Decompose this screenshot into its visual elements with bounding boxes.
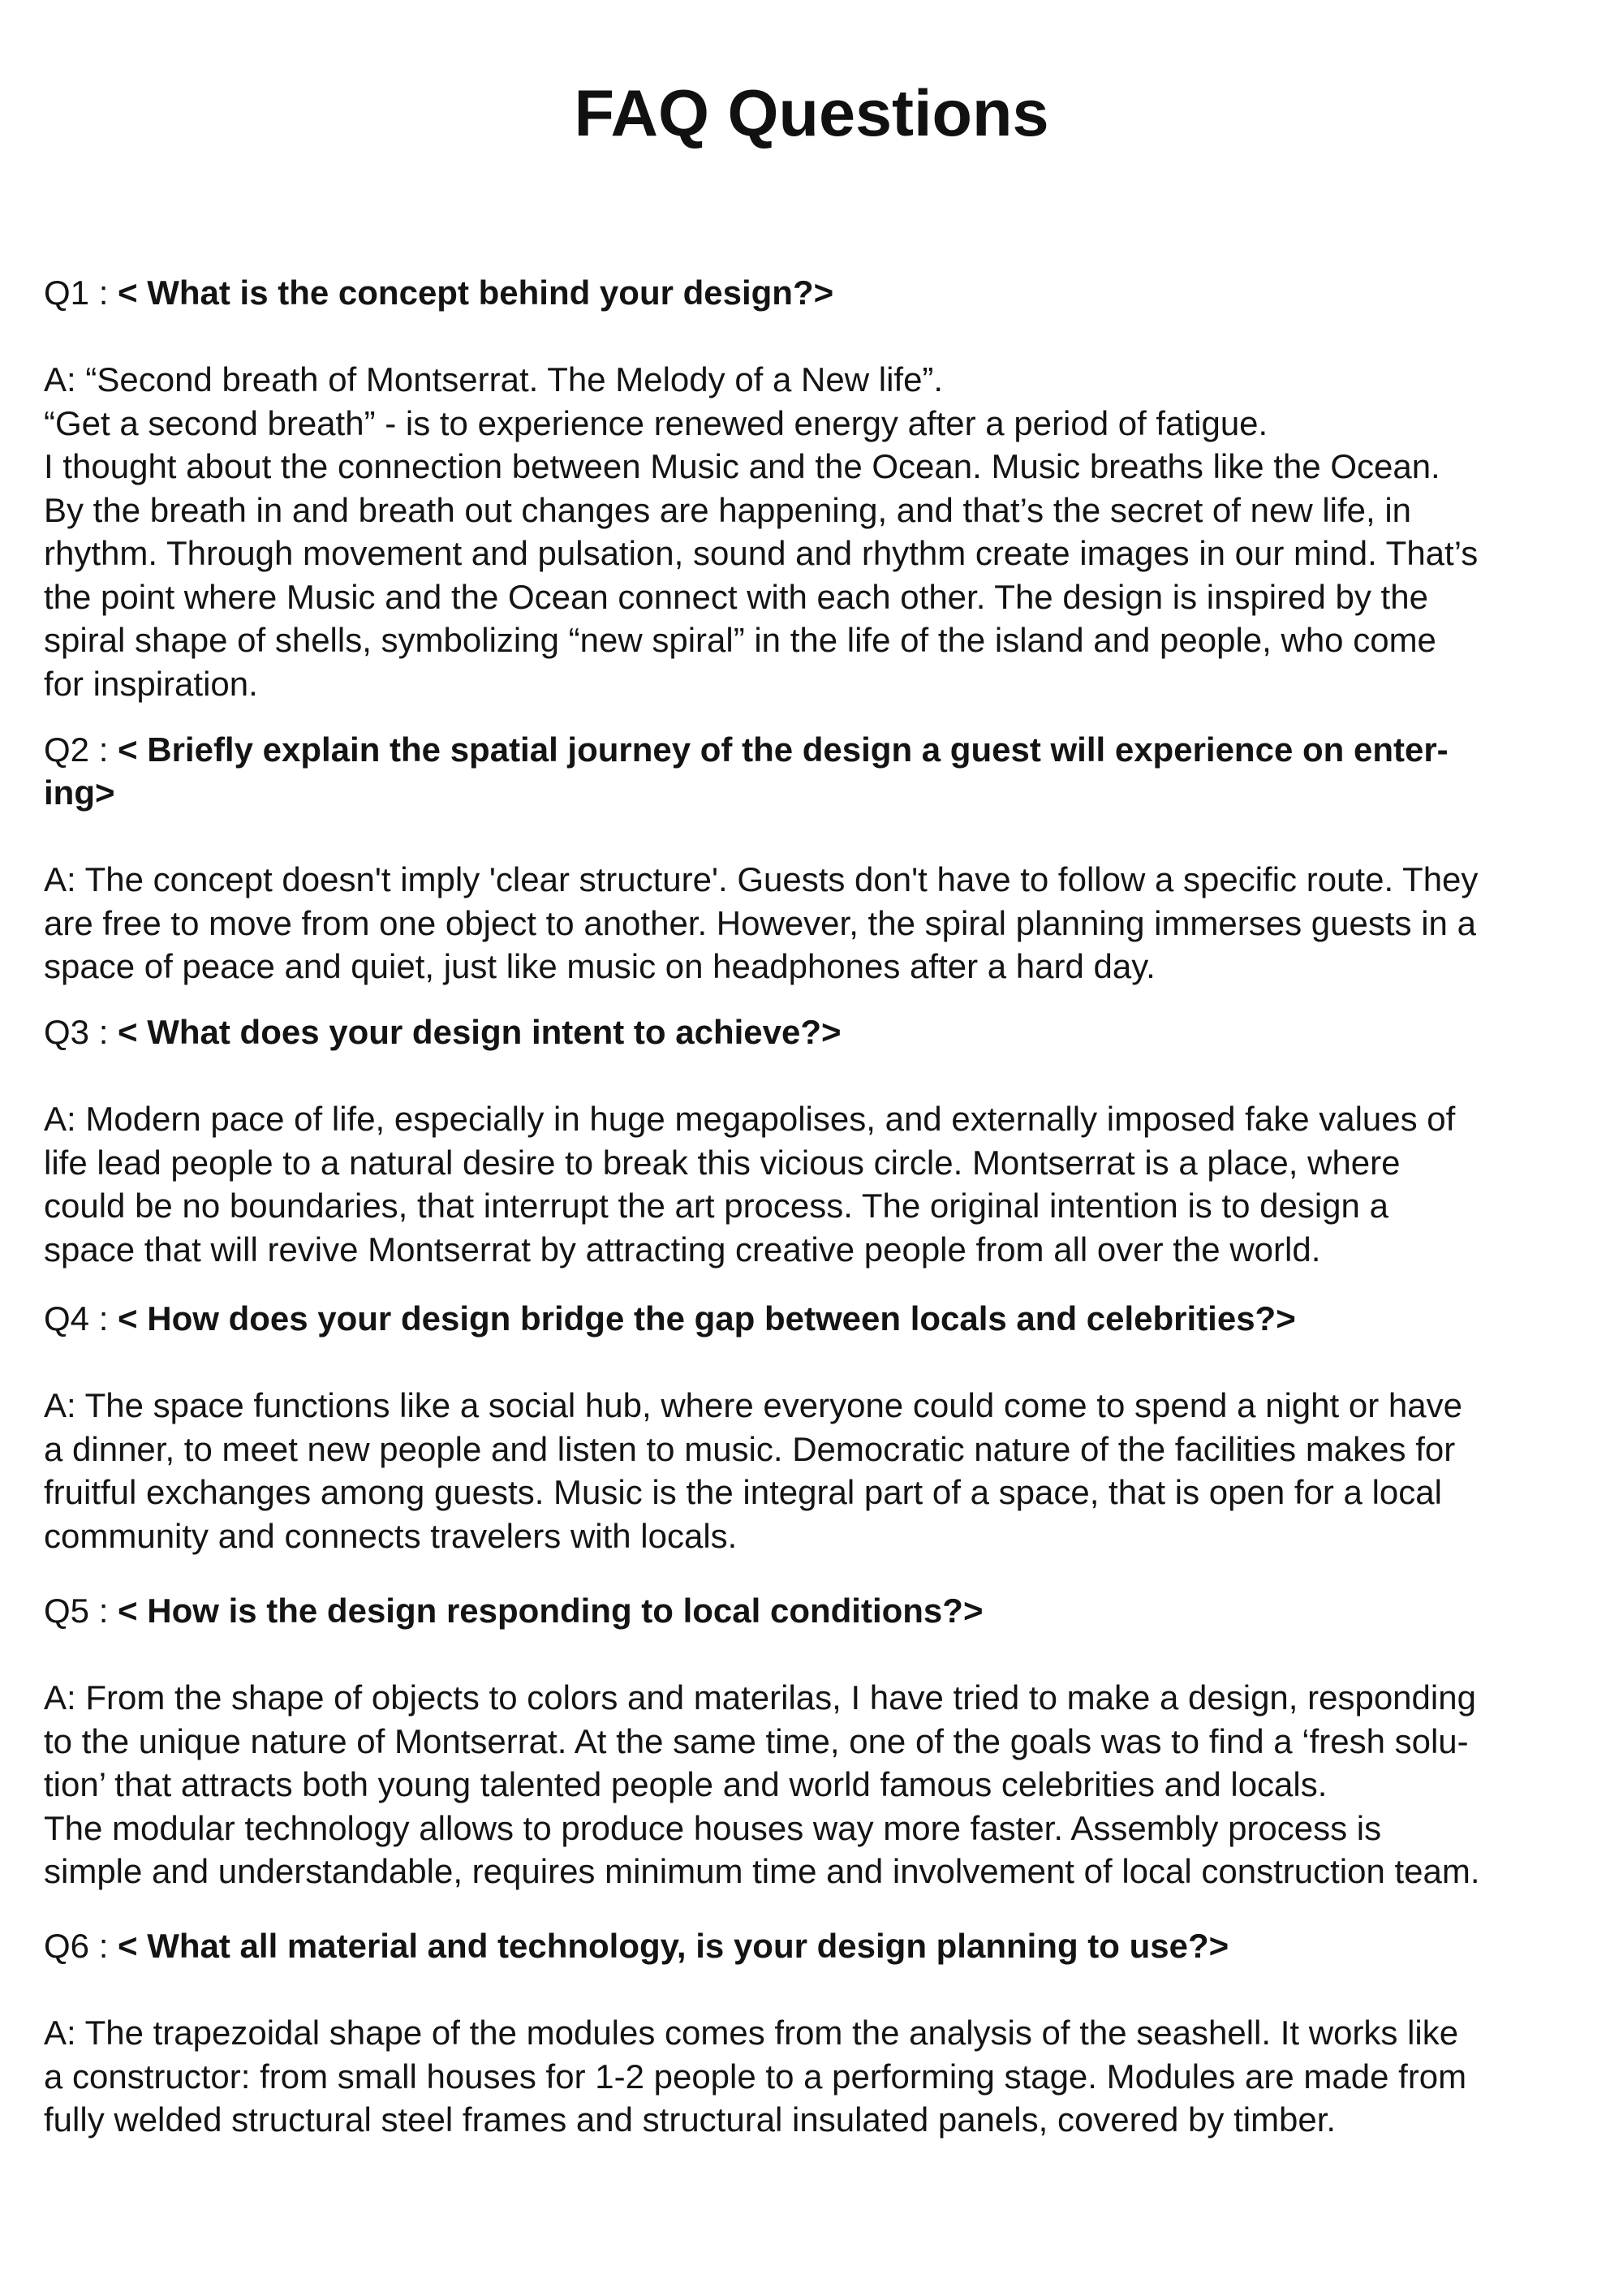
question-3	[44, 1010, 1586, 1053]
question-number: Q2 :	[44, 730, 118, 769]
question-number: Q1 :	[44, 274, 118, 312]
faq-item-6	[44, 1924, 1586, 2142]
question-text: < How is the design responding to local conditions?>	[118, 1592, 984, 1630]
question-number: Q5 :	[44, 1592, 118, 1630]
question-2	[44, 728, 1586, 814]
faq-item-5	[44, 1589, 1586, 1893]
answer-1: A: “Second breath of Montserrat. The Melody of a New life”. “Get a second breath” - is to experience renewed energy after a period of fatigue. I thought about the connection between Music and the Ocean. Music breaths like the Ocean. By the breath in and breath out changes are happening, and that’s the secret of new life, in rhythm. Through movement and pulsation, sound and rhythm create images in our mind. That’s the point where Music and the Ocean connect with each other. The design is inspired by the spiral shape of shells, symbolizing “new spiral” in the life of the island and people, who come for inspiration.	[44, 360, 1479, 703]
question-number: Q3 :	[44, 1013, 118, 1051]
question-6	[44, 1924, 1586, 1967]
answer-4: A: The space functions like a social hub, where everyone could come to spend a night or have a dinner, to meet new people and listen to music. Democratic nature of the facilities makes for fruitful exchanges among guests. Music is the integral part of a space, that is open for a local community and connects travelers with locals.	[44, 1386, 1462, 1555]
question-5	[44, 1589, 1586, 1632]
answer-2: A: The concept doesn't imply 'clear structure'. Guests don't have to follow a specific route. They are free to move from one object to another. However, the spiral planning immerses guests in a space of peace and quiet, just like music on headphones after a hard day.	[44, 860, 1479, 985]
answer-5: A: From the shape of objects to colors and materilas, I have tried to make a design, responding to the unique nature of Montserrat. At the same time, one of the goals was to find a ‘fresh solu- tion’ that attracts both young talented people and world famous celebrities and locals. The modular technology allows to produce houses way more faster. Assembly process is simple and understandable, requires minimum time and involvement of local construction team.	[44, 1678, 1480, 1890]
faq-item-4	[44, 1297, 1586, 1557]
question-4	[44, 1297, 1586, 1340]
question-text: < Briefly explain the spatial journey of the design a guest will experience on enter- ing>	[44, 730, 1449, 812]
question-text: < What all material and technology, is your design planning to use?>	[118, 1927, 1229, 1965]
answer-6: A: The trapezoidal shape of the modules comes from the analysis of the seashell. It works like a constructor: from small houses for 1-2 people to a performing stage. Modules are made from fully welded structural steel frames and structural insulated panels, covered by timber.	[44, 2014, 1467, 2139]
question-text: < What is the concept behind your design?>	[118, 274, 834, 312]
faq-item-1	[44, 271, 1586, 705]
question-text: < What does your design intent to achieve?>	[118, 1013, 842, 1051]
question-text: < How does your design bridge the gap between locals and celebrities?>	[118, 1299, 1296, 1338]
faq-item-3	[44, 1010, 1586, 1271]
question-1	[44, 271, 1586, 314]
page-title: FAQ Questions	[574, 77, 1049, 150]
faq-item-2	[44, 728, 1586, 989]
question-number: Q6 :	[44, 1927, 118, 1965]
answer-3: A: Modern pace of life, especially in huge megapolises, and externally imposed fake values of life lead people to a natural desire to break this vicious circle. Montserrat is a place, where could be no boundaries, that interrupt the art process. The original intention is to design a space that will revive Montserrat by attracting creative people from all over the world.	[44, 1100, 1456, 1269]
question-number: Q4 :	[44, 1299, 118, 1338]
